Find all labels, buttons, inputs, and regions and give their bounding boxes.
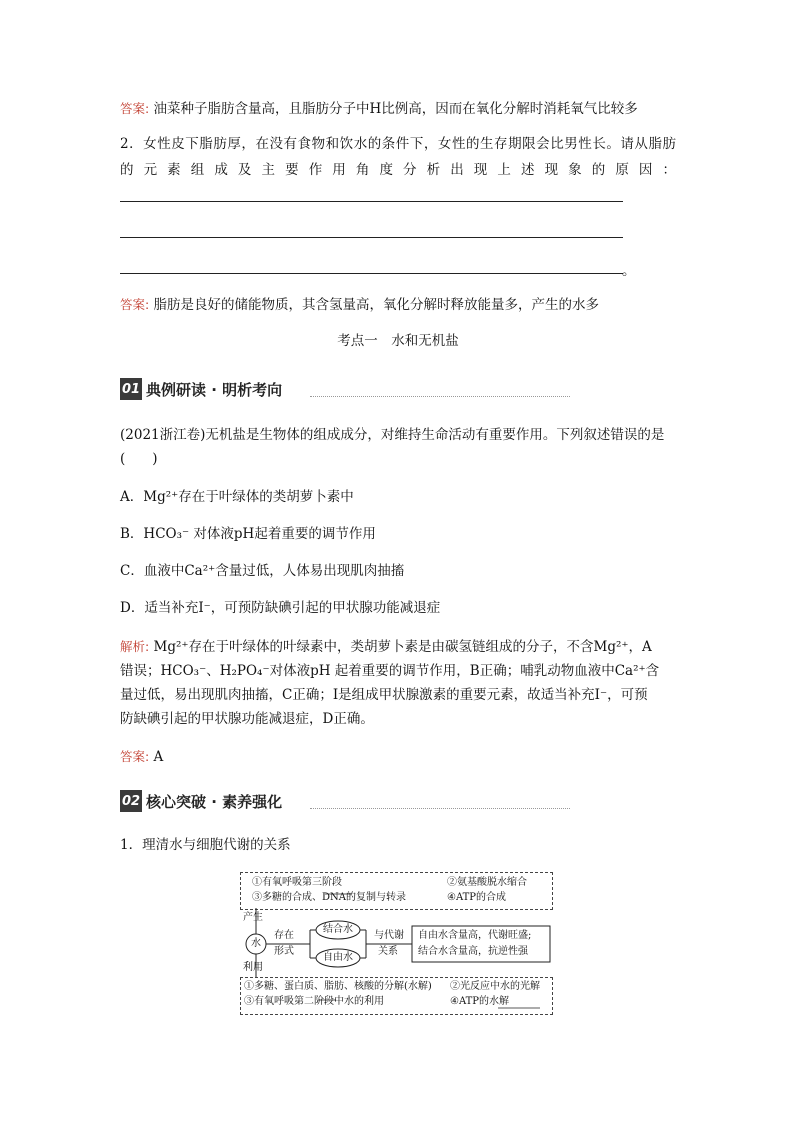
section-badge: 01 <box>120 378 142 400</box>
point-1-title: 1．理清水与细胞代谢的关系 <box>120 837 291 853</box>
section-badge: 02 <box>120 790 142 812</box>
question-2-line-2: 的元素组成及主要作用角度分析出现上述现象的原因： <box>120 162 676 178</box>
answer-3 <box>120 744 676 770</box>
use-item-2: ②光反应中水的光解 <box>450 981 540 992</box>
use-item-3: ③有氧呼吸第二阶段中水的利用 <box>244 996 384 1007</box>
water-metabolism-diagram <box>240 870 555 1015</box>
produce-item-3: ③多糖的合成、DNA的复制与转录 <box>252 892 406 903</box>
analysis-label: 解析: <box>120 639 150 654</box>
option-c: C．血液中Ca²⁺含量过低，人体易出现肌肉抽搐 <box>120 563 405 579</box>
analysis-text-1: Mg²⁺存在于叶绿体的叶绿素中，类胡萝卜素是由碳氢链组成的分子，不含Mg²⁺，A <box>153 639 652 655</box>
analysis-line-2: 错误；HCO₃⁻、H₂PO₄⁻对体液pH 起着重要的调节作用，B正确；哺乳动物血液中Ca²⁺含 <box>120 663 660 679</box>
analysis-line-1 <box>120 634 676 660</box>
section-header-1 <box>120 378 282 400</box>
answer-2 <box>120 292 676 318</box>
form-label: 形式 <box>274 946 294 957</box>
blank-end-mark: 。 <box>622 263 636 279</box>
produce-item-1: ①有氧呼吸第三阶段 <box>252 877 342 888</box>
option-d: D．适当补充I⁻，可预防缺碘引起的甲状腺功能减退症 <box>120 600 441 616</box>
produce-item-4: ④ATP的合成 <box>447 892 507 903</box>
bound-water-effect: 结合水含量高，抗逆性强 <box>418 946 528 957</box>
free-water-effect: 自由水含量高，代谢旺盛; <box>418 930 532 941</box>
water-label: 水 <box>251 938 261 949</box>
answer-2-text: 脂肪是良好的储能物质，其含氢量高，氧化分解时释放能量多，产生的水多 <box>153 297 600 313</box>
answer-label: 答案: <box>120 749 150 764</box>
answer-label: 答案: <box>120 101 150 116</box>
option-b: B．HCO₃⁻ 对体液pH起着重要的调节作用 <box>120 526 376 542</box>
use-item-4: ④ATP的水解 <box>450 996 510 1007</box>
section-divider <box>310 396 570 397</box>
question-stem: (2021浙江卷)无机盐是生物体的组成成分，对维持生命活动有重要作用。下列叙述错误的是 <box>120 427 665 443</box>
analysis-line-3: 量过低，易出现肌肉抽搐，C正确；I是组成甲状腺激素的重要元素，故适当补充I⁻，可预 <box>120 687 648 703</box>
use-item-1: ①多糖、蛋白质、脂肪、核酸的分解(水解) <box>244 981 432 992</box>
answer-3-text: A <box>153 749 164 765</box>
section-title: 典例研读 · 明析考向 <box>146 380 283 399</box>
answer-blank-line-2 <box>120 237 623 238</box>
question-2-line-1: 2．女性皮下脂肪厚，在没有食物和饮水的条件下，女性的生存期限会比男性长。请从脂肪 <box>120 136 676 152</box>
use-label: 利用 <box>243 962 263 973</box>
answer-blank-line-1 <box>120 201 623 202</box>
answer-blank-line-3 <box>120 273 623 274</box>
analysis-line-4: 防缺碘引起的甲状腺功能减退症，D正确。 <box>120 711 374 727</box>
section-header-2 <box>120 790 282 812</box>
question-paren: ( ) <box>120 451 158 467</box>
free-water: 自由水 <box>323 952 353 963</box>
answer-1 <box>120 96 676 122</box>
answer-label: 答案: <box>120 297 150 312</box>
topic-title: 考点一 水和无机盐 <box>337 333 459 349</box>
section-title: 核心突破 · 素养强化 <box>146 792 283 811</box>
answer-1-text: 油菜种子脂肪含量高，且脂肪分子中H比例高，因而在氧化分解时消耗氧气比较多 <box>153 101 638 117</box>
with-metabolism-label: 与代谢 <box>374 930 404 941</box>
produce-label: 产生 <box>243 912 263 923</box>
option-a: A．Mg²⁺存在于叶绿体的类胡萝卜素中 <box>120 489 354 505</box>
section-divider <box>310 808 570 809</box>
bound-water: 结合水 <box>323 924 353 935</box>
relation-label: 关系 <box>378 946 398 957</box>
produce-item-2: ②氨基酸脱水缩合 <box>447 877 527 888</box>
exist-label: 存在 <box>274 930 294 941</box>
